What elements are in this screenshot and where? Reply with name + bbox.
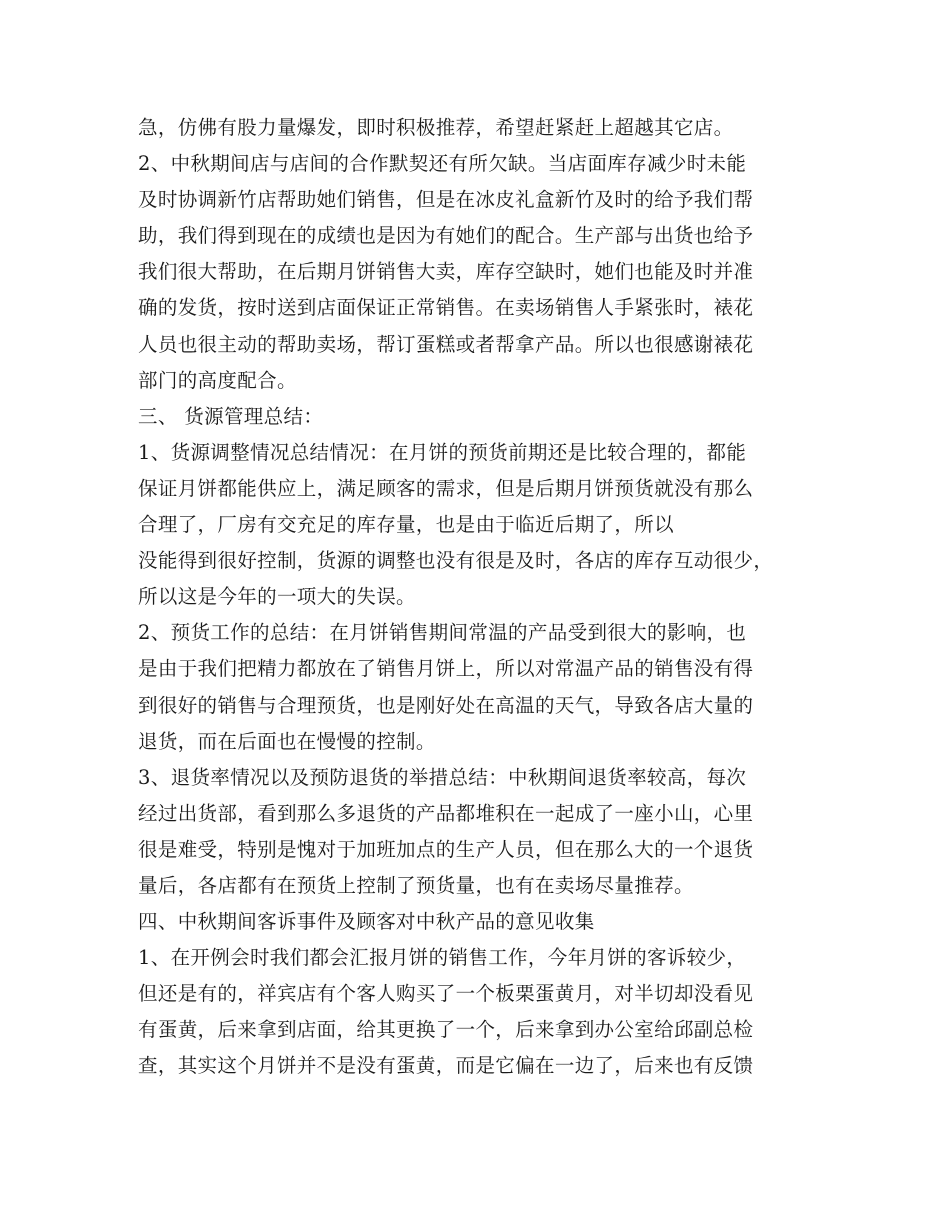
- document-body: [138, 110, 828, 1085]
- text-line: 保证月饼都能供应上，满足顾客的需求，但是后期月饼预货就没有那么: [138, 476, 754, 500]
- text-line: 是由于我们把精力都放在了销售月饼上，所以对常温产品的销售没有得: [138, 657, 754, 681]
- text-line: 急，仿佛有股力量爆发，即时积极推荐，希望赶紧赶上超越其它店。: [138, 116, 734, 139]
- text-line: 退货，而在后面也在慢慢的控制。: [138, 729, 436, 753]
- text-line: 但还是有的，祥宾店有个客人购买了一个板栗蛋黄月，对半切却没看见: [138, 982, 754, 1006]
- text-line: 助，我们得到现在的成绩也是因为有她们的配合。生产部与出货也给予: [138, 224, 754, 248]
- text-line: 有蛋黄，后来拿到店面，给其更换了一个，后来拿到办公室给邱副总检: [138, 1018, 754, 1042]
- text-line: 合理了，厂房有交充足的库存量，也是由于临近后期了，所以: [138, 513, 674, 537]
- text-line: 所以这是今年的一项大的失误。: [138, 585, 416, 609]
- text-line: 1、货源调整情况总结情况：在月饼的预货前期还是比较合理的，都能: [138, 440, 747, 464]
- text-line: 到很好的销售与合理预货，也是刚好处在高温的天气，导致各店大量的: [138, 693, 754, 717]
- section-heading: 三、 货源管理总结：: [138, 404, 324, 428]
- text-line: 确的发货，按时送到店面保证正常销售。在卖场销售人手紧张时，裱花: [138, 296, 754, 320]
- text-line: 2、中秋期间店与店间的合作默契还有所欠缺。当店面库存减少时未能: [138, 152, 747, 176]
- text-line: 查，其实这个月饼并不是没有蛋黄，而是它偏在一边了，后来也有反馈: [138, 1054, 754, 1078]
- section-heading: 四、中秋期间客诉事件及顾客对中秋产品的意见收集: [138, 910, 595, 934]
- text-line: 及时协调新竹店帮助她们销售，但是在冰皮礼盒新竹及时的给予我们帮: [138, 188, 754, 212]
- text-line: 3、退货率情况以及预防退货的举措总结：中秋期间退货率较高，每次: [138, 765, 747, 789]
- text-line: 我们很大帮助，在后期月饼销售大卖，库存空缺时，她们也能及时并准: [138, 260, 754, 284]
- text-line: 1、在开例会时我们都会汇报月饼的销售工作，今年月饼的客诉较少，: [138, 946, 747, 970]
- text-line: 人员也很主动的帮助卖场，帮订蛋糕或者帮拿产品。所以也很感谢裱花: [138, 332, 754, 356]
- text-line: 量后，各店都有在预货上控制了预货量，也有在卖场尽量推荐。: [138, 873, 694, 897]
- text-line: 很是难受，特别是愧对于加班加点的生产人员，但在那么大的一个退货: [138, 837, 754, 861]
- text-line: 部门的高度配合。: [138, 368, 297, 392]
- text-line: 没能得到很好控制，货源的调整也没有很是及时，各店的库存互动很少，: [138, 549, 774, 573]
- text-line: 经过出货部，看到那么多退货的产品都堆积在一起成了一座小山，心里: [138, 801, 754, 825]
- text-line: 2、预货工作的总结：在月饼销售期间常温的产品受到很大的影响，也: [138, 621, 747, 645]
